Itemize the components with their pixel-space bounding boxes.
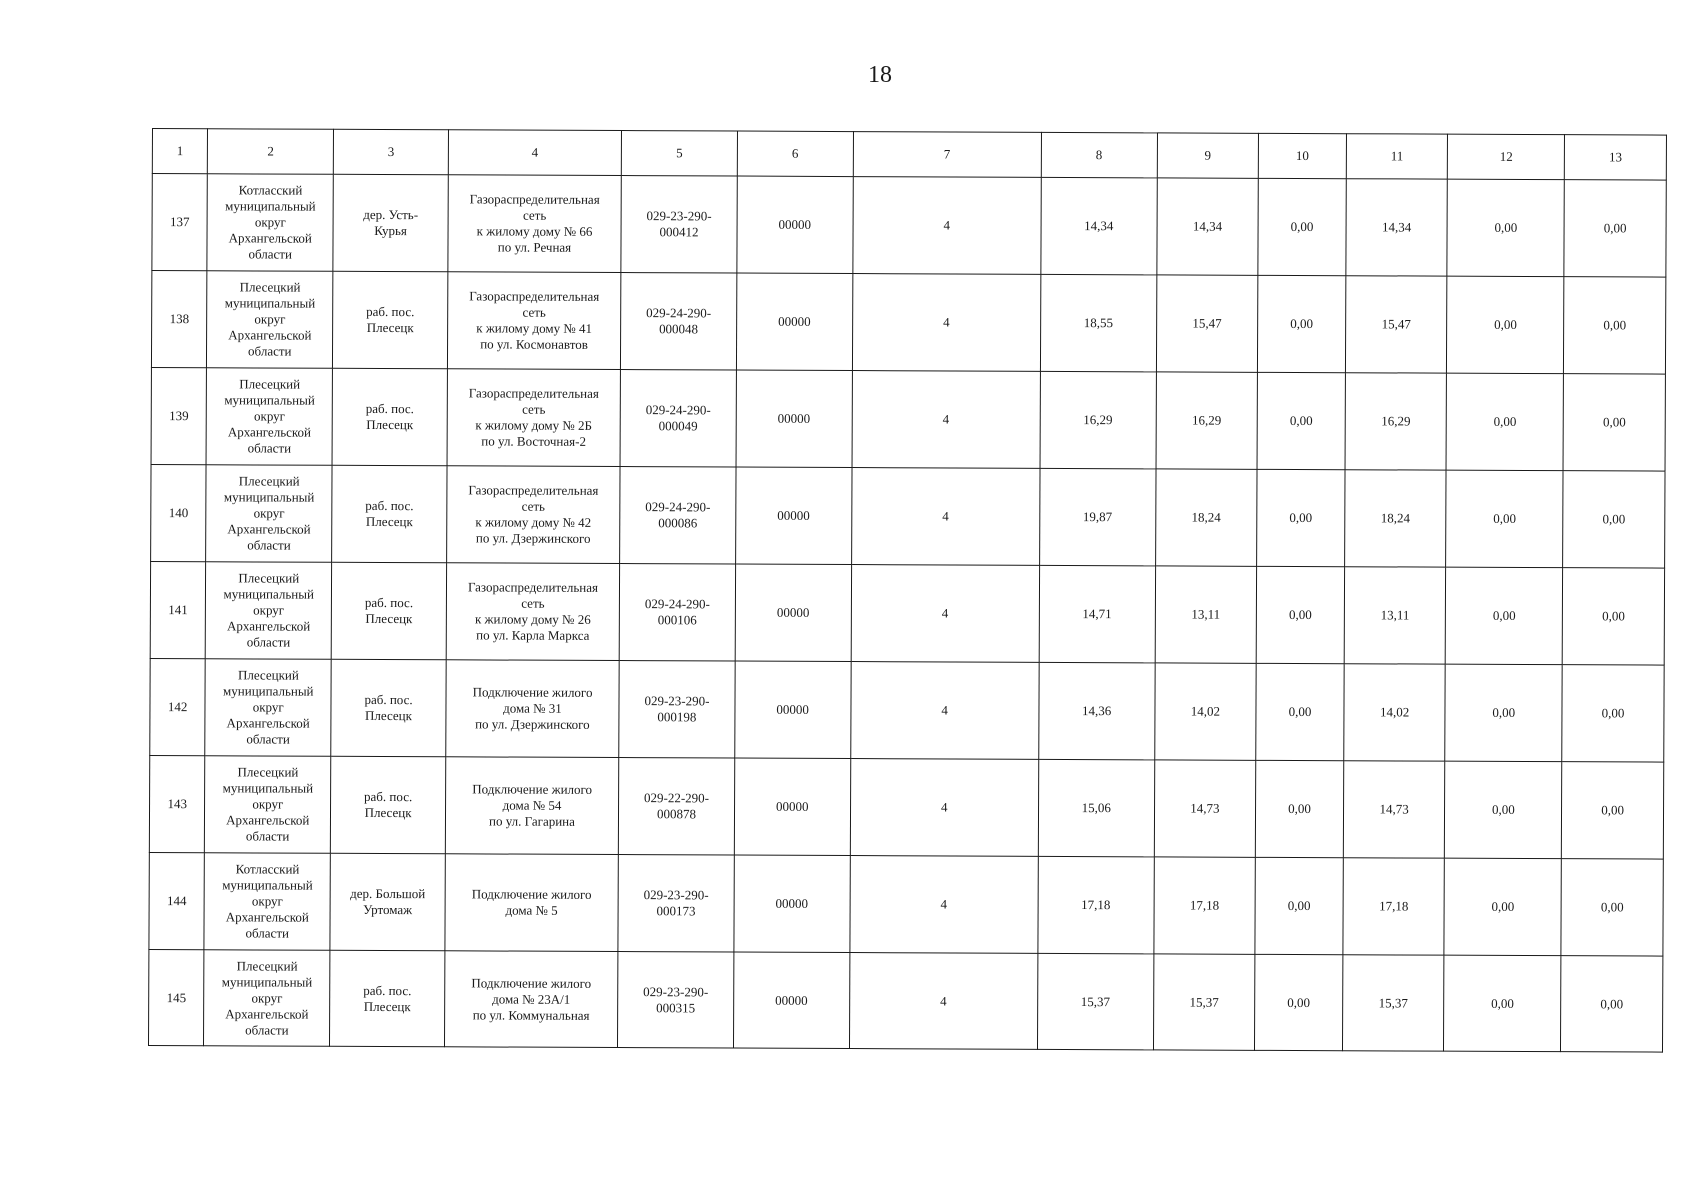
object-code-cell: 029-23-290- 000173 xyxy=(618,855,734,953)
cell-col-8: 14,36 xyxy=(1039,662,1155,760)
district-cell: Плесецкий муниципальный округ Архангельской области xyxy=(205,756,331,854)
cell-col-9: 15,47 xyxy=(1156,275,1258,372)
settlement-cell: раб. пос. Плесецк xyxy=(331,756,446,853)
district-cell: Плесецкий муниципальный округ Архангельской области xyxy=(206,465,332,563)
column-header: 6 xyxy=(737,131,853,177)
cell-col-6: 00000 xyxy=(735,661,851,759)
table-row xyxy=(151,271,1665,375)
table-row xyxy=(150,658,1664,762)
header-row xyxy=(152,129,1666,181)
cell-col-12: 0,00 xyxy=(1445,664,1562,762)
cell-col-6: 00000 xyxy=(734,758,850,856)
cell-col-10: 0,00 xyxy=(1258,275,1346,372)
row-number-cell: 143 xyxy=(149,755,205,852)
cell-col-12: 0,00 xyxy=(1445,761,1562,859)
column-header: 2 xyxy=(208,129,334,175)
district-cell: Плесецкий муниципальный округ Архангельской области xyxy=(204,950,330,1047)
cell-col-11: 17,18 xyxy=(1343,858,1445,955)
cell-col-11: 14,73 xyxy=(1343,761,1445,858)
table-header xyxy=(152,129,1666,181)
object-name-cell: Газораспределительная сеть к жилому дому № 2Б по ул. Восточная-2 xyxy=(447,369,621,467)
object-code-cell: 029-22-290- 000878 xyxy=(618,758,734,856)
cell-col-7: 4 xyxy=(852,274,1041,372)
cell-col-8: 18,55 xyxy=(1040,274,1156,372)
cell-col-10: 0,00 xyxy=(1257,469,1345,566)
cell-col-6: 00000 xyxy=(733,952,849,1049)
cell-col-13: 0,00 xyxy=(1562,568,1664,665)
object-name-cell: Подключение жилого дома № 54 по ул. Гагарина xyxy=(445,757,619,855)
cell-col-9: 15,37 xyxy=(1153,954,1255,1050)
settlement-cell: раб. пос. Плесецк xyxy=(330,950,445,1046)
table-row xyxy=(149,755,1663,859)
cell-col-8: 16,29 xyxy=(1040,371,1156,469)
cell-col-12: 0,00 xyxy=(1446,567,1563,665)
cell-col-11: 14,02 xyxy=(1344,664,1446,761)
row-number-cell: 137 xyxy=(152,174,208,271)
column-header: 13 xyxy=(1565,135,1667,180)
cell-col-11: 15,47 xyxy=(1345,276,1447,373)
cell-col-12: 0,00 xyxy=(1446,373,1563,471)
object-code-cell: 029-23-290- 000315 xyxy=(618,952,734,1049)
cell-col-13: 0,00 xyxy=(1562,762,1664,859)
object-name-cell: Подключение жилого дома № 5 xyxy=(445,854,619,952)
column-header: 8 xyxy=(1041,132,1157,178)
row-number-cell: 142 xyxy=(150,658,206,755)
column-header: 12 xyxy=(1448,134,1565,180)
cell-col-9: 16,29 xyxy=(1156,372,1258,469)
object-code-cell: 029-23-290- 000198 xyxy=(619,661,735,759)
table-row xyxy=(149,852,1663,956)
object-code-cell: 029-24-290- 000048 xyxy=(621,273,737,371)
cell-col-9: 13,11 xyxy=(1155,566,1257,663)
row-number-cell: 141 xyxy=(150,561,206,658)
row-number-cell: 139 xyxy=(151,367,207,464)
cell-col-6: 00000 xyxy=(737,176,853,274)
table-row xyxy=(148,949,1662,1052)
cell-col-13: 0,00 xyxy=(1562,665,1664,762)
settlement-cell: раб. пос. Плесецк xyxy=(332,465,447,562)
settlement-cell: раб. пос. Плесецк xyxy=(331,659,446,756)
cell-col-12: 0,00 xyxy=(1444,858,1561,956)
cell-col-12: 0,00 xyxy=(1444,955,1561,1052)
cell-col-7: 4 xyxy=(850,759,1039,857)
cell-col-7: 4 xyxy=(849,953,1038,1050)
object-name-cell: Газораспределительная сеть к жилому дому № 66 по ул. Речная xyxy=(448,175,622,273)
table-row xyxy=(152,174,1666,278)
column-header: 4 xyxy=(448,130,621,176)
cell-col-11: 15,37 xyxy=(1342,955,1444,1051)
object-name-cell: Подключение жилого дома № 31 по ул. Дзержинского xyxy=(446,660,620,758)
row-number-cell: 145 xyxy=(148,949,204,1045)
district-cell: Котласский муниципальный округ Архангельской области xyxy=(207,174,333,272)
cell-col-7: 4 xyxy=(850,662,1039,760)
cell-col-12: 0,00 xyxy=(1447,276,1564,374)
column-header: 1 xyxy=(152,129,208,174)
cell-col-8: 14,71 xyxy=(1039,565,1155,663)
column-header: 3 xyxy=(333,129,448,175)
row-number-cell: 138 xyxy=(151,271,207,368)
cell-col-10: 0,00 xyxy=(1258,178,1346,275)
cell-col-11: 14,34 xyxy=(1346,179,1448,276)
district-cell: Плесецкий муниципальный округ Архангельской области xyxy=(207,271,333,369)
object-name-cell: Подключение жилого дома № 23А/1 по ул. Коммунальная xyxy=(444,951,618,1048)
district-cell: Плесецкий муниципальный округ Архангельской области xyxy=(206,562,332,660)
settlement-cell: раб. пос. Плесецк xyxy=(333,271,448,368)
column-header: 5 xyxy=(621,131,737,177)
cell-col-8: 14,34 xyxy=(1041,177,1157,275)
object-name-cell: Газораспределительная сеть к жилому дому № 42 по ул. Дзержинского xyxy=(447,466,621,564)
page-number: 18 xyxy=(868,62,892,88)
cell-col-10: 0,00 xyxy=(1257,372,1345,469)
cell-col-10: 0,00 xyxy=(1255,857,1343,954)
object-name-cell: Газораспределительная сеть к жилому дому № 26 по ул. Карла Маркса xyxy=(446,563,620,661)
cell-col-6: 00000 xyxy=(736,370,852,468)
cell-col-10: 0,00 xyxy=(1256,566,1344,663)
column-header: 7 xyxy=(853,132,1041,178)
cell-col-11: 13,11 xyxy=(1344,567,1446,664)
cell-col-9: 14,02 xyxy=(1154,663,1256,760)
table-row xyxy=(151,367,1665,471)
cell-col-10: 0,00 xyxy=(1256,663,1344,760)
column-header: 10 xyxy=(1259,133,1347,178)
cell-col-6: 00000 xyxy=(735,467,851,565)
cell-col-11: 16,29 xyxy=(1345,373,1447,470)
data-table xyxy=(148,128,1667,1053)
cell-col-13: 0,00 xyxy=(1564,180,1666,277)
cell-col-9: 14,73 xyxy=(1154,760,1256,857)
cell-col-13: 0,00 xyxy=(1563,374,1665,471)
settlement-cell: дер. Большой Уртомаж xyxy=(330,853,445,950)
cell-col-7: 4 xyxy=(851,565,1040,663)
table-body xyxy=(148,174,1666,1053)
object-code-cell: 029-24-290- 000086 xyxy=(620,467,736,565)
settlement-cell: раб. пос. Плесецк xyxy=(331,562,446,659)
district-cell: Плесецкий муниципальный округ Архангельской области xyxy=(205,659,331,757)
row-number-cell: 144 xyxy=(149,852,205,949)
cell-col-10: 0,00 xyxy=(1256,760,1344,857)
cell-col-7: 4 xyxy=(852,177,1041,275)
district-cell: Котласский муниципальный округ Архангельской области xyxy=(204,853,330,951)
cell-col-6: 00000 xyxy=(736,273,852,371)
settlement-cell: раб. пос. Плесецк xyxy=(332,368,447,465)
cell-col-6: 00000 xyxy=(735,564,851,662)
cell-col-13: 0,00 xyxy=(1563,471,1665,568)
cell-col-10: 0,00 xyxy=(1255,954,1343,1050)
table-row xyxy=(151,464,1665,568)
object-code-cell: 029-24-290- 000049 xyxy=(620,370,736,468)
cell-col-13: 0,00 xyxy=(1564,277,1666,374)
cell-col-7: 4 xyxy=(849,856,1038,954)
cell-col-13: 0,00 xyxy=(1561,859,1663,956)
cell-col-9: 18,24 xyxy=(1155,469,1257,566)
district-cell: Плесецкий муниципальный округ Архангельской области xyxy=(206,368,332,466)
cell-col-8: 19,87 xyxy=(1039,468,1155,566)
row-number-cell: 140 xyxy=(151,464,207,561)
column-header: 11 xyxy=(1346,134,1448,179)
cell-col-8: 15,06 xyxy=(1038,759,1154,857)
table-row xyxy=(150,561,1664,665)
cell-col-9: 17,18 xyxy=(1153,857,1255,954)
cell-col-12: 0,00 xyxy=(1447,179,1564,277)
cell-col-7: 4 xyxy=(852,371,1041,469)
cell-col-11: 18,24 xyxy=(1344,470,1446,567)
cell-col-9: 14,34 xyxy=(1156,178,1258,275)
cell-col-6: 00000 xyxy=(734,855,850,953)
cell-col-8: 17,18 xyxy=(1038,856,1154,954)
cell-col-7: 4 xyxy=(851,468,1040,566)
settlement-cell: дер. Усть- Курья xyxy=(333,174,448,271)
cell-col-13: 0,00 xyxy=(1561,956,1663,1052)
cell-col-12: 0,00 xyxy=(1446,470,1563,568)
cell-col-8: 15,37 xyxy=(1037,953,1153,1050)
object-name-cell: Газораспределительная сеть к жилому дому № 41 по ул. Космонавтов xyxy=(447,272,621,370)
column-header: 9 xyxy=(1157,133,1259,178)
object-code-cell: 029-24-290- 000106 xyxy=(619,564,735,662)
object-code-cell: 029-23-290- 000412 xyxy=(621,176,737,274)
